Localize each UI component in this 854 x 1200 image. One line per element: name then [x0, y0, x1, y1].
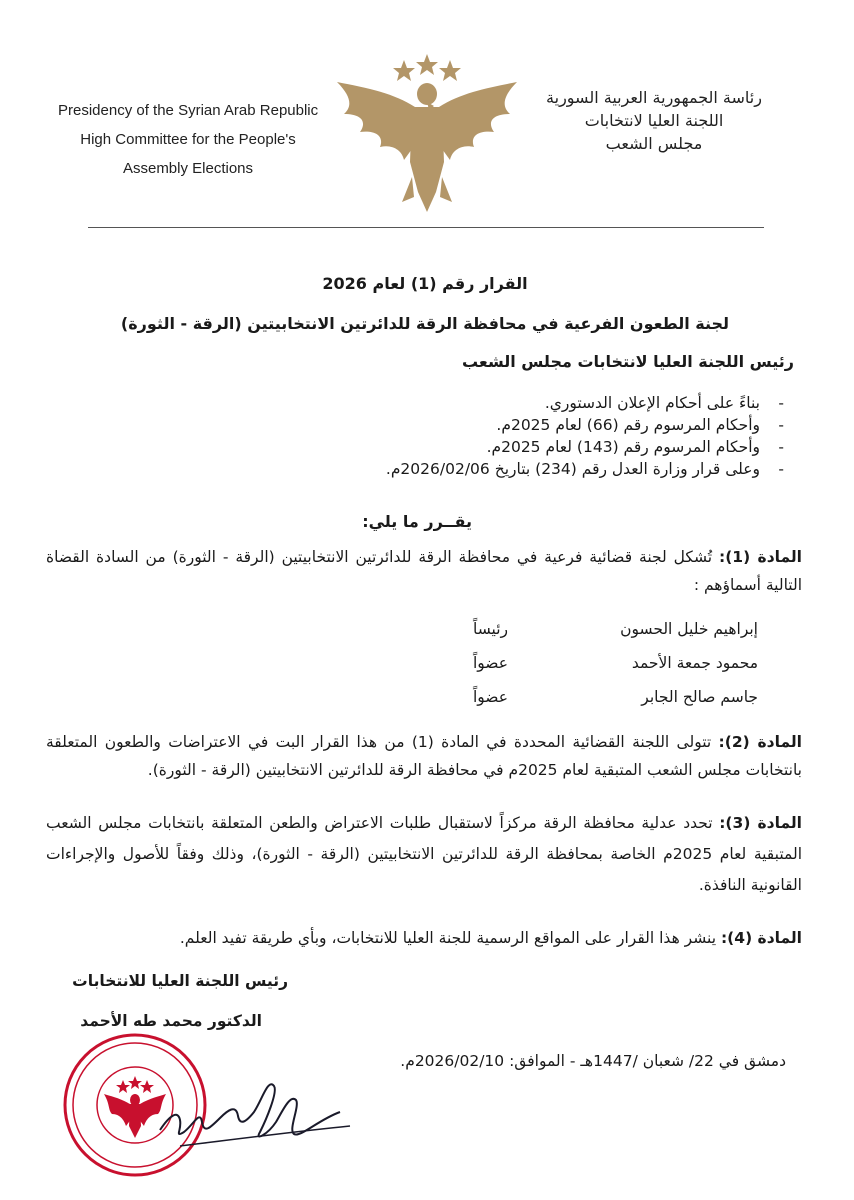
article-4: [46, 924, 802, 952]
preamble-item: -بناءً على أحكام الإعلان الدستوري.: [544, 394, 784, 412]
date-line: دمشق في 22/ شعبان /1447هـ - الموافق: 2026/02/10م.: [400, 1052, 786, 1070]
decision-subtitle: لجنة الطعون الفرعية في محافظة الرقة للدائرتين الانتخابيتين (الرقة - الثورة): [120, 314, 730, 333]
header-ar-line3: مجلس الشعب: [605, 134, 703, 153]
article-3: [46, 808, 802, 901]
handwritten-signature: [150, 1060, 360, 1160]
preamble-item: -وأحكام المرسوم رقم (143) لعام 2025م.: [486, 438, 784, 456]
header-en-line1: Presidency of the Syrian Arab Republic: [58, 102, 319, 119]
decides-heading: يقــرر ما يلي:: [362, 512, 472, 531]
header-ar-line1: رئاسة الجمهورية العربية السورية: [546, 88, 762, 107]
judge-role: عضواً: [472, 688, 508, 706]
judge-name: محمود جمعة الأحمد: [631, 654, 758, 672]
judges-list: [298, 612, 758, 714]
header-en-line3: Assembly Elections: [122, 160, 254, 177]
signatory-name: الدكتور محمد طه الأحمد: [80, 1012, 262, 1030]
judge-name: إبراهيم خليل الحسون: [620, 620, 758, 638]
judge-row: [298, 646, 758, 680]
article-1: [46, 543, 802, 599]
article-1-label: المادة (1):: [719, 548, 802, 566]
article-2: [46, 728, 802, 784]
arabic-header: [524, 86, 784, 155]
article-2-text: تتولى اللجنة القضائية المحددة في المادة (1) من هذا القرار البت في الاعتراضات والطعون المتعلقة بانتخابات مجلس الشعب المتبقية لعام 2025م في محافظة الرقة للدائرتين الانتخابيتين (الرقة - الثورة).: [46, 733, 802, 779]
judge-row: [298, 680, 758, 714]
judge-role: رئيساً: [472, 620, 508, 638]
english-header: [58, 96, 348, 183]
decision-title: القرار رقم (1) لعام 2026: [322, 274, 528, 293]
preamble-list: [224, 392, 784, 480]
preamble-item: -وعلى قرار وزارة العدل رقم (234) بتاريخ 2026/02/06م.: [385, 460, 784, 478]
article-3-text: تحدد عدلية محافظة الرقة مركزاً لاستقبال طلبات الاعتراض والطعن المتعلقة بانتخابات مجلس الشعب المتبقية لعام 2025م الخاصة بمحافظة الرقة للدائرتين الانتخابيتين (الرقة - الثورة)، وذلك وفقاً للأصول والإجراءات القانونية النافذة.: [46, 814, 802, 894]
article-4-text: ينشر هذا القرار على المواقع الرسمية للجنة العليا للانتخابات، وبأي طريقة تفيد العلم.: [179, 929, 721, 947]
judge-row: [298, 612, 758, 646]
article-1-text: تُشكل لجنة قضائية فرعية في محافظة الرقة للدائرتين الانتخابيتين (الرقة - الثورة) من السادة القضاة التالية أسماؤهم :: [46, 548, 802, 594]
article-4-label: المادة (4):: [720, 929, 802, 947]
header-divider: [88, 227, 764, 228]
article-2-label: المادة (2):: [718, 733, 802, 751]
judge-role: عضواً: [472, 654, 508, 672]
header-en-line2: High Committee for the People's: [80, 131, 296, 148]
decision-issuer: رئيس اللجنة العليا لانتخابات مجلس الشعب: [461, 352, 794, 371]
eagle-emblem-icon: [332, 52, 522, 222]
judge-name: جاسم صالح الجابر: [641, 688, 758, 706]
signatory-title: رئيس اللجنة العليا للانتخابات: [72, 972, 288, 990]
header-ar-line2: اللجنة العليا لانتخابات: [584, 111, 724, 130]
preamble-item: -وأحكام المرسوم رقم (66) لعام 2025م.: [496, 416, 784, 434]
article-3-label: المادة (3):: [719, 814, 802, 832]
